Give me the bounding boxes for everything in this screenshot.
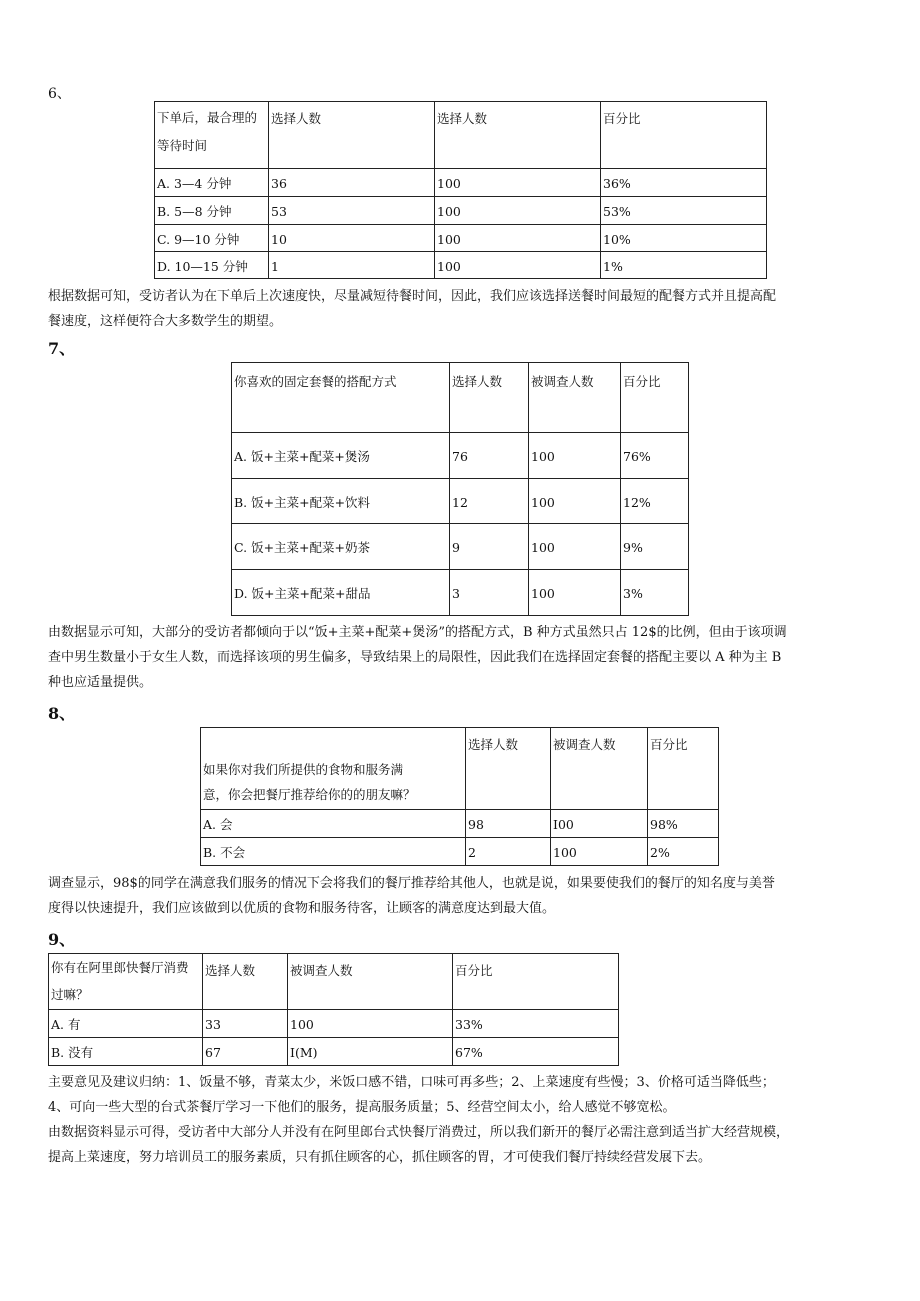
table-wait-time (154, 101, 767, 279)
header-cell: 你有在阿里郎快餐厅消费过嘛？ (49, 954, 203, 1010)
table-header-row (155, 102, 767, 169)
table-cell: A. 会 (201, 810, 466, 838)
table-cell: C. 饭+主菜+配菜+奶茶 (232, 524, 450, 570)
table-header-row (232, 363, 689, 433)
table-cell: 1% (601, 252, 767, 279)
table-cell: 100 (435, 197, 601, 225)
table-cell: 2% (648, 838, 719, 866)
paragraph-line: 餐速度，这样便符合大多数学生的期望。 (48, 314, 283, 329)
section-6-label: 6、 (48, 86, 71, 102)
table-row (49, 1010, 619, 1038)
section-9-label: 9、 (48, 930, 76, 949)
paragraph-line: 由数据资料显示可得，受访者中大部分人并没有在阿里郎台式快餐厅消费过，所以我们新开的餐厅必需注意到适当扩大经营规模， (48, 1125, 790, 1140)
paragraph-line: 4、可向一些大型的台式茶餐厅学习一下他们的服务，提高服务质量；5、经营空间太小，给人感觉不够宽松。 (48, 1100, 676, 1115)
paragraph-line: 提高上菜速度，努力培训员工的服务素质，只有抓住顾客的心，抓住顾客的胃，才可使我们餐厅持续经营发展下去。 (48, 1150, 712, 1165)
table-cell: 33 (203, 1010, 288, 1038)
header-cell: 被调查人数 (551, 728, 648, 810)
header-cell: 选择人数 (466, 728, 551, 810)
header-cell: 被调查人数 (288, 954, 453, 1010)
header-cell (201, 728, 466, 810)
table-cell: 100 (529, 570, 621, 616)
table-cell: 3 (450, 570, 529, 616)
table-row (232, 479, 689, 524)
table-cell: 9 (450, 524, 529, 570)
table-cell: 1 (269, 252, 435, 279)
paragraph-line: 度得以快速提升，我们应该做到以优质的食物和服务待客，让顾客的满意度达到最大值。 (48, 901, 556, 916)
table-cell: A. 饭+主菜+配菜+煲汤 (232, 433, 450, 479)
section-7-label: 7、 (48, 339, 76, 358)
table-row (155, 197, 767, 225)
table-cell: B. 饭+主菜+配菜+饮料 (232, 479, 450, 524)
table-row (155, 225, 767, 252)
table-cell: 12% (621, 479, 689, 524)
table-cell: 12 (450, 479, 529, 524)
table-cell: 33% (453, 1010, 619, 1038)
table-cell: 36 (269, 169, 435, 197)
header-cell: 被调查人数 (529, 363, 621, 433)
table-cell: 100 (529, 479, 621, 524)
header-cell: 百分比 (601, 102, 767, 169)
table-cell: 98 (466, 810, 551, 838)
header-cell: 选择人数 (203, 954, 288, 1010)
table-cell: 36% (601, 169, 767, 197)
header-line: 意，你会把餐厅推荐给你的的朋友嘛？ (203, 787, 416, 802)
table-cell: B. 5—8 分钟 (155, 197, 269, 225)
table-row (201, 810, 719, 838)
paragraph-line: 调查显示，98$的同学在满意我们服务的情况下会将我们的餐厅推荐给其他人，也就是说，如果要使我们的餐厅的知名度与美誉 (48, 876, 775, 891)
table-cell: 98% (648, 810, 719, 838)
section-8-label: 8、 (48, 704, 76, 723)
table-header-row (49, 954, 619, 1010)
header-cell: 下单后，最合理的等待时间 (155, 102, 269, 169)
table-header-row (201, 728, 719, 810)
header-cell: 百分比 (648, 728, 719, 810)
table-cell: 76% (621, 433, 689, 479)
table-cell: 100 (435, 169, 601, 197)
table-row (232, 433, 689, 479)
header-cell: 百分比 (621, 363, 689, 433)
table-cell: 9% (621, 524, 689, 570)
table-cell: B. 没有 (49, 1038, 203, 1066)
paragraph-line: 根据数据可知，受访者认为在下单后上次速度快，尽量减短待餐时间，因此，我们应该选择送餐时间最短的配餐方式并且提高配 (48, 289, 777, 304)
table-cell: 2 (466, 838, 551, 866)
table-row (201, 838, 719, 866)
table-cell: 100 (551, 838, 648, 866)
section-8-paragraph (48, 871, 878, 921)
table-row (49, 1038, 619, 1066)
paragraph-line: 由数据显示可知，大部分的受访者都倾向于以“饭+主菜+配菜+煲汤”的搭配方式，B 种方式虽然只占 12$的比例，但由于该项调 (48, 625, 787, 640)
table-cell: 100 (529, 433, 621, 479)
table-cell: D. 10—15 分钟 (155, 252, 269, 279)
table-cell: 67% (453, 1038, 619, 1066)
header-cell: 选择人数 (435, 102, 601, 169)
table-row (155, 169, 767, 197)
section-9-paragraph (48, 1070, 878, 1170)
table-cell: I00 (551, 810, 648, 838)
table-cell: 76 (450, 433, 529, 479)
table-cell: 10 (269, 225, 435, 252)
table-recommend (200, 727, 719, 866)
section-7-paragraph (48, 620, 878, 695)
table-cell: D. 饭+主菜+配菜+甜品 (232, 570, 450, 616)
table-cell: 53% (601, 197, 767, 225)
table-cell: 10% (601, 225, 767, 252)
table-cell: I(M) (288, 1038, 453, 1066)
table-row (232, 524, 689, 570)
section-6-paragraph (48, 284, 878, 334)
table-cell: C. 9—10 分钟 (155, 225, 269, 252)
table-cell: 100 (529, 524, 621, 570)
table-cell: A. 有 (49, 1010, 203, 1038)
header-cell: 百分比 (453, 954, 619, 1010)
table-visited (48, 953, 619, 1066)
paragraph-line: 查中男生数量小于女生人数，而选择该项的男生偏多，导致结果上的局限性，因此我们在选择固定套餐的搭配主要以 A 种为主 B (48, 650, 782, 665)
table-row (155, 252, 767, 279)
table-cell: 100 (435, 225, 601, 252)
table-cell: 100 (288, 1010, 453, 1038)
header-cell: 选择人数 (269, 102, 435, 169)
table-cell: 67 (203, 1038, 288, 1066)
header-cell: 你喜欢的固定套餐的搭配方式 (232, 363, 450, 433)
paragraph-line: 种也应适量提供。 (48, 675, 153, 690)
table-cell: 100 (435, 252, 601, 279)
header-cell: 选择人数 (450, 363, 529, 433)
table-row (232, 570, 689, 616)
header-line: 如果你对我们所提供的食物和服务满 (203, 762, 404, 777)
table-set-meal (231, 362, 689, 616)
table-cell: A. 3—4 分钟 (155, 169, 269, 197)
table-cell: 53 (269, 197, 435, 225)
paragraph-line: 主要意见及建议归纳：1、饭量不够，青菜太少，米饭口感不错，口味可再多些；2、上菜速度有些慢；3、价格可适当降低些； (48, 1075, 775, 1090)
table-cell: 3% (621, 570, 689, 616)
table-cell: B. 不会 (201, 838, 466, 866)
